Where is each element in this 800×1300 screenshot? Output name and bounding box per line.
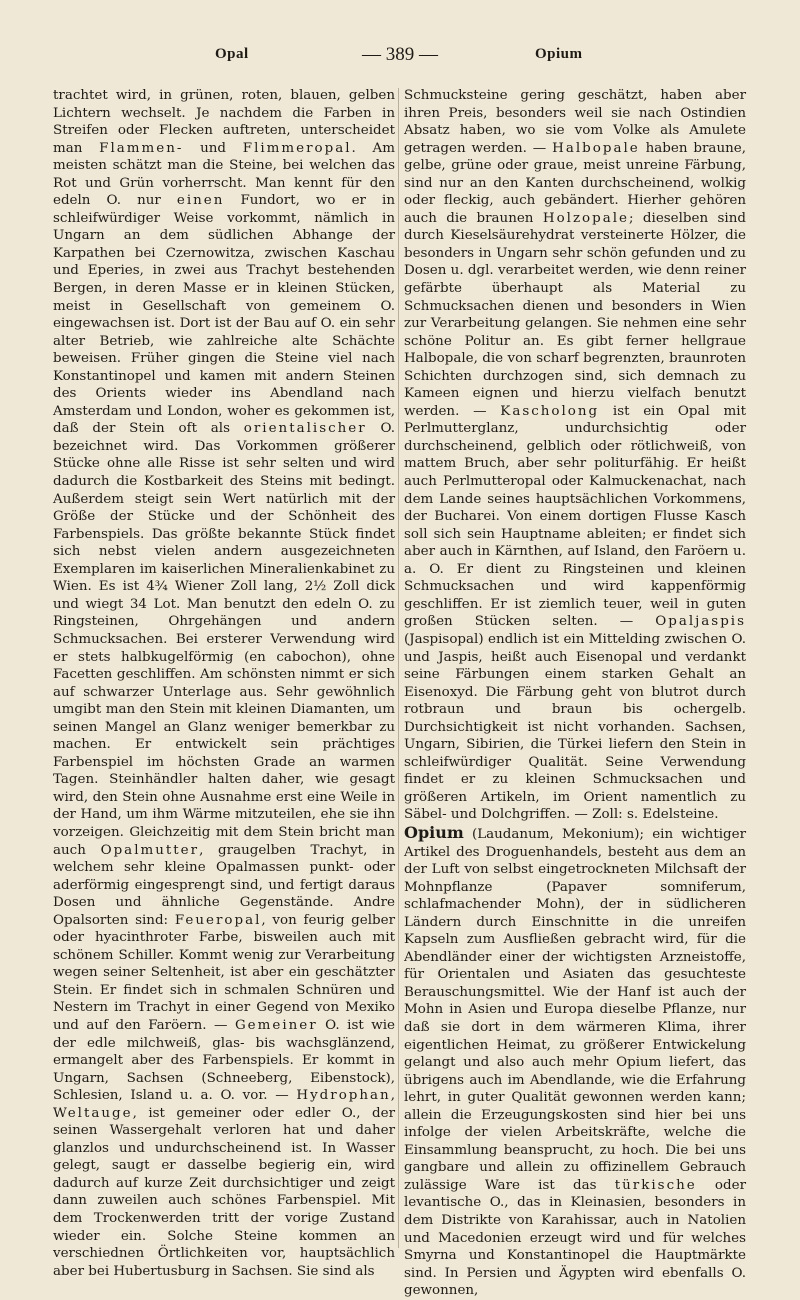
text-run: O. bezeichnet wird. Das Vorkommen größerer Stücke ohne alle Risse ist sehr selten und wird dadurch die Kostbarkeit des Steins mit bedingt. Außerdem steigt sein Wert natürlich mit der Größe der Stücke und der Schönheit des Farbenspiels. Das größte bekannte Stück findet sich nebst vielen andern ausgezeichneten Exemplaren im kaiserlichen Mineralienkabinet zu Wien. Es ist 4¾ Wiener Zoll lang, 2½ Zoll dick und wiegt 34 Lot. Man benutzt den edeln O. zu Ringsteinen, Ohrgehängen und andern Schmucksachen. Bei ersterer Verwendung wird er stets halbkugelförmig (en cabochon), ohne Facetten geschliffen. Am schönsten nimmt er sich auf schwarzer Unterlage aus. Sehr gewöhnlich umgibt man den Stein mit kleinen Diamanten, um seinen Mangel an Glanz weniger bemerkbar zu machen. Er entwickelt sein prächtiges Farbenspiel im höchsten Grade an warmen Tagen. Steinhändler halten daher, wie gesagt wird, den Stein ohne Ausnahme erst eine Weile in der Hand, um ihm Wärme mitzuteilen, ehe sie ihn vorzeigen. Gleichzeitig mit dem Stein bricht man auch bbox=[53, 421, 395, 858]
spaced-term: Kascholong bbox=[500, 403, 600, 419]
text-run: , bbox=[390, 1088, 395, 1104]
spaced-term: Gemeiner bbox=[234, 1017, 318, 1033]
running-header bbox=[55, 44, 745, 72]
text-run: haben braune, gelbe, grüne oder graue, meist unreine Färbung, sind nur an den Kanten durchscheinend, wolkig oder fleckig, auch gebändert. Hierher gehören auch die braunen bbox=[404, 140, 746, 226]
spaced-term: einen bbox=[176, 193, 225, 209]
page-number: — 389 — bbox=[362, 44, 438, 65]
text-run: trachtet wird, in grünen, roten, blauen, gelben Lichtern wechselt. Je nachdem die Farben in Streifen oder Flecken auftreten, unterscheidet man bbox=[53, 88, 395, 156]
spaced-term: orientalischer bbox=[243, 421, 367, 437]
text-run: , ist gemeiner oder edler O., der seinen Wassergehalt verloren hat und daher glanzlos und undurchscheinend ist. In Wasser gelegt, saugt er dasselbe begierig ein, wird dadurch auf kurze Zeit durchsichtiger und zeigt dann zuweilen auch schönes Farbenspiel. Mit dem Trockenwerden tritt der vorige Zustand wieder ein. Solche Steine kommen an verschiednen Örtlichkeiten vor, hauptsächlich aber bei Hubertusburg in Sachsen. Sie sind als bbox=[53, 1105, 395, 1279]
left-column-text bbox=[53, 87, 395, 1280]
text-run: . Am meisten schätzt man die Steine, bei welchen das Rot und Grün vorherrscht. Man kennt für den edeln O. nur bbox=[53, 140, 395, 209]
spaced-term: Feueropal bbox=[174, 912, 262, 928]
header-left-keyword: Opal bbox=[215, 46, 249, 62]
right-column bbox=[404, 87, 746, 1300]
header-right-keyword: Opium bbox=[535, 46, 583, 62]
entry-headword: Opium bbox=[404, 822, 464, 842]
column-divider bbox=[398, 88, 399, 1248]
text-run: (Jaspisopal) endlich ist ein Mittelding zwischen O. und Jaspis, heißt auch Eisenopal und verdankt seine Färbungen einem starken Gehalt an Eisenoxyd. Die Färbung geht von blutrot durch rotbraun und braun bis ochergelb. Durchsichtigkeit ist nicht vorhanden. Sachsen, Ungarn, Sibirien, die Türkei liefern den Stein in schleifwürdiger Qualität. Seine Verwendung findet er zu kleinen Schmucksachen und größeren Artikeln, im Orient namentlich zu Säbel- und Dolchgriffen. — Zoll: s. Edelsteine. bbox=[404, 631, 746, 823]
spaced-term: Flimmeropal bbox=[242, 140, 352, 156]
text-run: ; dieselben sind durch Kieselsäurehydrat versteinerte Hölzer, die besonders in Ungarn sehr schön gefunden und zu Dosen u. dgl. verarbeitet werden, wie denn reiner gefärbte überhaupt als Material zu Schmucksachen dienen und besonders in Wien zur Verarbeitung gelangen. Sie nehmen eine sehr schöne Politur an. Es gibt ferner hellgraue Halbopale, die von scharf begrenzten, braunroten Schichten durchzogen sind, sich demnach zu Kameen eignen und hierzu vielfach benutzt werden. — bbox=[404, 210, 746, 419]
text-run: (Laudanum, Mekonium); ein wichtiger Artikel des Droguenhandels, besteht aus dem an der Luft von selbst eingetrockneten Milchsaft der Mohnpflanze (Papaver somniferum, schlafmachender Mohn), der in südlicheren Ländern durch Einschnitte in die unreifen Kapseln zum Ausfließen gebracht wird, für die Abendländer einer der wichtigsten Arzneistoffe, für Orientalen und Asiaten das gesuchteste Berauschungsmittel. Wie der Hanf ist auch der Mohn in Asien und Europa dieselbe Pflanze, nur daß sie dort in dem wärmeren Klima, ihrer eigentlichen Heimat, zu größerer Entwickelung gelangt und also auch mehr Opium liefert, das übrigens auch im Abendlande, wie die Erfahrung lehrt, in guter Qualität gewonnen werden kann; allein die Erzeugungskosten sind hier bei uns infolge der vielen Arbeitskräfte, welche die Einsammlung beansprucht, zu hoch. Die bei uns gangbare und allein zu offizinellem Gebrauch zulässige Ware ist das bbox=[404, 826, 746, 1193]
left-column bbox=[53, 87, 395, 1280]
spaced-term: türkische bbox=[614, 1177, 697, 1193]
spaced-term: Hydrophan bbox=[296, 1088, 391, 1104]
spaced-term: Opaljaspis bbox=[655, 614, 746, 630]
text-run: ist ein Opal mit Perlmutterglanz, undurchsichtig oder durchscheinend, gelblich oder rötlichweiß, von mattem Bruch, aber sehr politurfähig. Er heißt auch Perlmutteropal oder Kalmuckenachat, nach dem Lande seines hauptsächlichen Vorkommens, der Bucharei. Von einem dortigen Flusse Kasch soll sich sein Hauptname ableiten; er findet sich aber auch in Kärnthen, auf Island, den Faröern u. a. O. Er dient zu Ringsteinen und kleinen Schmucksachen und wird kappenförmig geschliffen. Er ist ziemlich teuer, weil in guten großen Stücken selten. — bbox=[404, 403, 746, 630]
spaced-term: Weltauge bbox=[53, 1105, 133, 1121]
spaced-term: Flammen- bbox=[99, 140, 184, 156]
spaced-term: Holzopale bbox=[542, 210, 629, 226]
text-run: , graugelben Trachyt, in welchem sehr kleine Opalmassen punkt- oder aderförmig eingesprengt sind, und fertigt daraus Dosen und ähnliche Gegenstände. Andre Opalsorten sind: bbox=[53, 842, 395, 928]
text-run: O. ist wie der edle milchweiß, glas- bis wachsglänzend, ermangelt aber des Farbenspiels. Er kommt in Ungarn, Sachsen (Schneeberg, Eibenstock), Schlesien, Island u. a. O. vor. — bbox=[53, 1017, 395, 1104]
spaced-term: Halbopale bbox=[552, 140, 640, 156]
text-run: Fundort, wo er in schleifwürdiger Weise vorkommt, nämlich in Ungarn an dem südlichen Abhange der Karpathen bei Czernowitza, zwischen Kaschau und Eperies, in zwei aus Trachyt bestehenden Bergen, in deren Masse er in kleinen Stücken, meist in Gesellschaft von gemeinem O. eingewachsen ist. Dort ist der Bau auf O. ein sehr alter Betrieb, wie zahlreiche alte Schächte beweisen. Früher gingen die Steine viel nach Konstantinopel und kamen mit andern Steinen des Orients wieder ins Abendland nach Amsterdam und London, woher es gekommen ist, daß der Stein oft als bbox=[53, 193, 395, 437]
text-run: Schmucksteine gering geschätzt, haben aber ihren Preis, besonders weil sie nach Ostindien Absatz haben, wo sie vom Volke als Amulete getragen werden. — bbox=[404, 88, 746, 156]
spaced-term: Opalmutter bbox=[100, 842, 200, 858]
text-run: , von feurig gelber oder hyacinthroter Farbe, bisweilen auch mit schönem Schiller. Kommt wenig zur Verarbeitung wegen seiner Seltenheit, ist aber ein geschätzter Stein. Er findet sich in schmalen Schnüren und Nestern im Trachyt in einer Gegend von Mexiko und auf den Faröern. — bbox=[53, 912, 395, 1033]
text-run: oder levantische O., das in Kleinasien, besonders in dem Distrikte von Karahissar, auch in Natolien und Macedonien erzeugt wird und für welches Smyrna und Konstantinopel die Hauptmärkte sind. In Persien und Ägypten wird ebenfalls O. gewonnen, bbox=[404, 1177, 747, 1299]
text-run: und bbox=[183, 140, 243, 156]
right-column-text bbox=[404, 87, 746, 1300]
